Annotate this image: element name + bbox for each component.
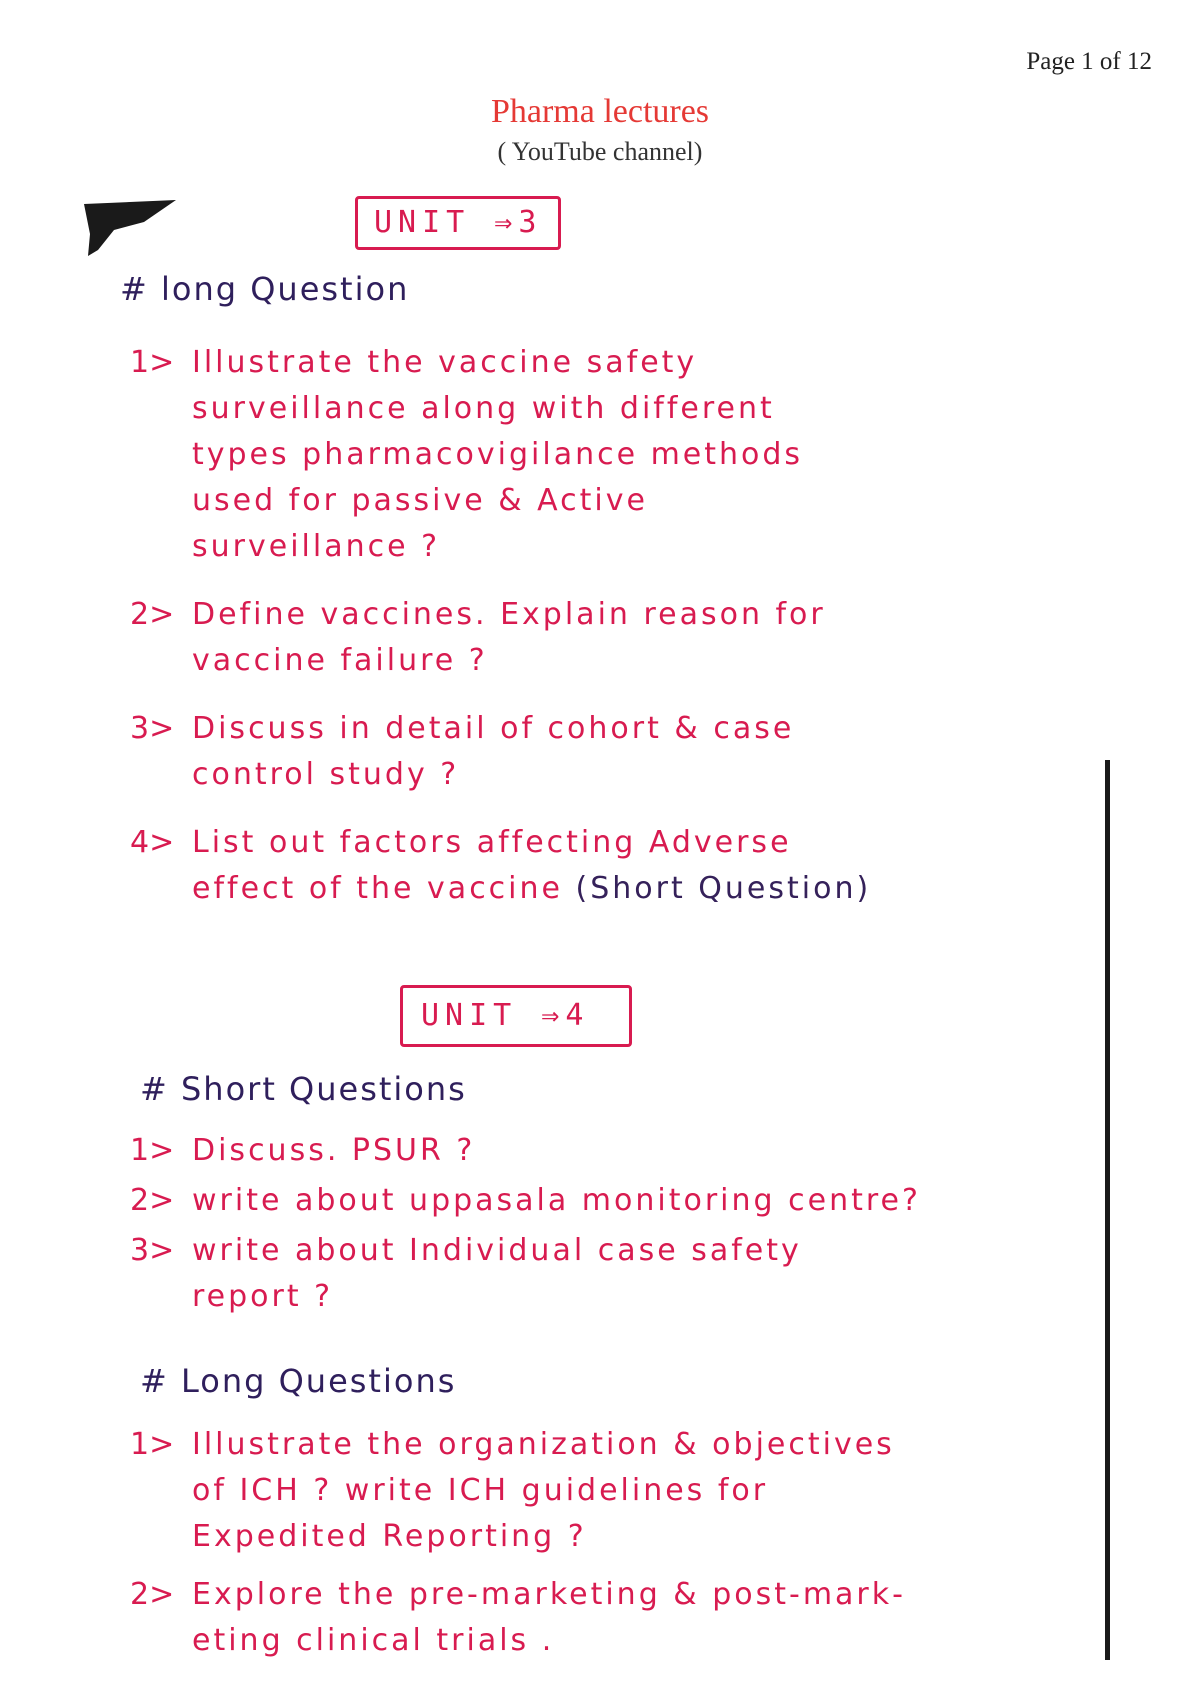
unit-4-long-questions-heading: # Long Questions [140, 1362, 457, 1400]
unit-4-long-question-2 [130, 1572, 1090, 1664]
unit-3-question-4 [130, 820, 1090, 912]
unit-4-long-question-1 [130, 1422, 1090, 1560]
question-text: write about uppasala monitoring centre? [192, 1183, 921, 1218]
unit-4-short-question-3 [130, 1228, 1090, 1320]
question-number: 2> [130, 1577, 175, 1612]
unit-3-question-1 [130, 340, 1090, 570]
unit-3-long-question-heading: # long Question [120, 270, 410, 308]
question-text [192, 820, 1090, 912]
page-number: Page 1 of 12 [1026, 48, 1152, 75]
scan-edge-line [1105, 760, 1110, 1660]
question-number: 1> [130, 1427, 175, 1462]
unit-3-question-2 [130, 592, 1090, 684]
question-text: Discuss. PSUR ? [192, 1133, 476, 1168]
short-question-note: (Short Question) [575, 871, 872, 906]
question-number: 4> [130, 825, 175, 860]
question-text: Define vaccines. Explain reason for vaccine failure ? [192, 597, 826, 678]
unit-4-short-questions-heading: # Short Questions [140, 1070, 467, 1108]
brand-subtitle: ( YouTube channel) [497, 137, 703, 166]
brand-header [0, 90, 1200, 170]
unit-4-long-question-list [130, 1422, 1090, 1664]
question-text: Explore the pre-marketing & post-mark- eting clinical trials . [192, 1577, 906, 1658]
question-text: Illustrate the vaccine safety surveillance along with different types pharmacovigilance methods used for passive & Active surveillance ? [192, 345, 804, 564]
unit-4-short-question-2 [130, 1178, 1090, 1224]
question-number: 2> [130, 597, 175, 632]
question-4-body: List out factors affecting Adverse effect of the vaccine [192, 825, 792, 906]
question-text: write about Individual case safety report ? [192, 1233, 802, 1314]
question-text: Illustrate the organization & objectives of ICH ? write ICH guidelines for Expedited Reporting ? [192, 1427, 895, 1554]
question-number: 2> [130, 1183, 175, 1218]
scan-smudge-mark [84, 200, 180, 256]
unit-3-label: UNIT ⇒3 [355, 196, 561, 250]
unit-3-question-list [130, 340, 1090, 912]
unit-4-short-question-1 [130, 1128, 1090, 1174]
unit-4-label: UNIT ⇒4 [400, 985, 632, 1047]
question-number: 3> [130, 711, 175, 746]
question-number: 1> [130, 1133, 175, 1168]
question-number: 1> [130, 345, 175, 380]
unit-4-short-question-list [130, 1128, 1090, 1320]
question-number: 3> [130, 1233, 175, 1268]
question-text: Discuss in detail of cohort & case control study ? [192, 711, 795, 792]
unit-3-question-3 [130, 706, 1090, 798]
brand-title: Pharma lectures [490, 93, 710, 130]
